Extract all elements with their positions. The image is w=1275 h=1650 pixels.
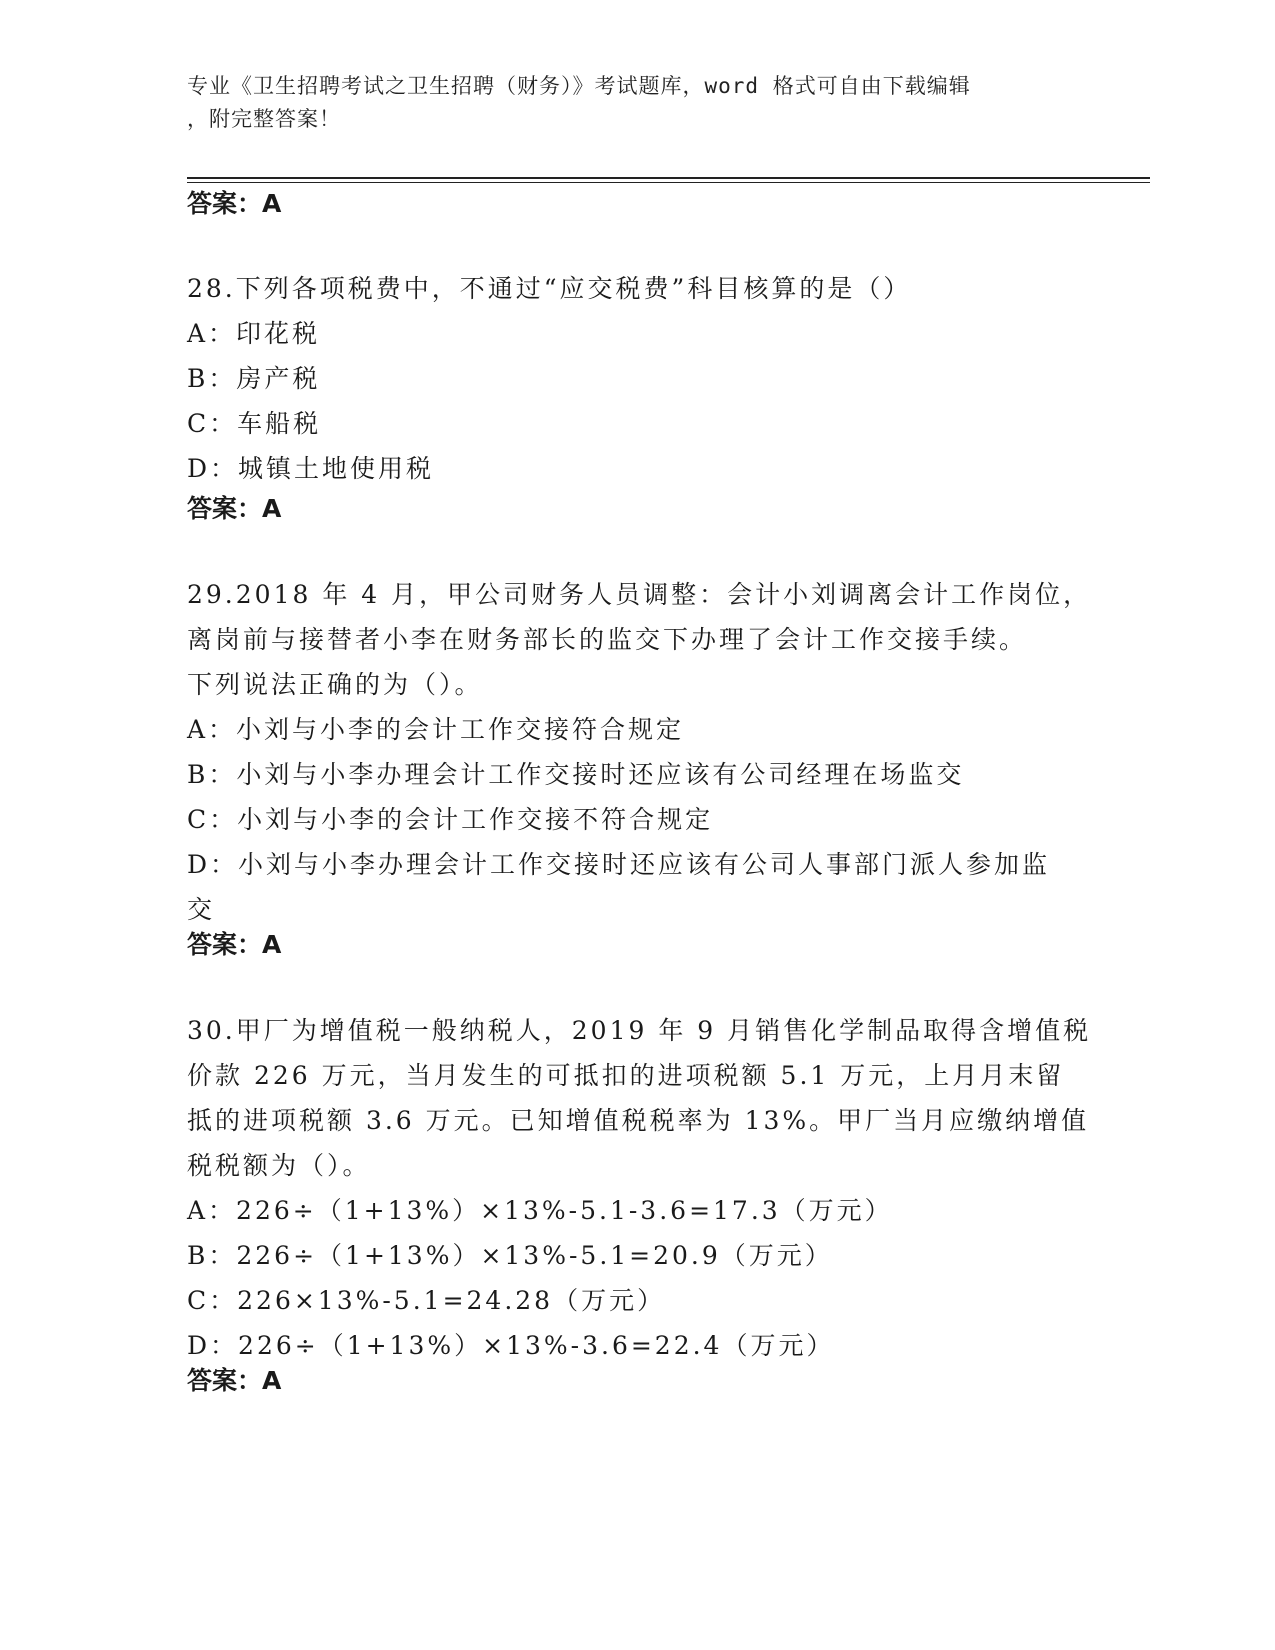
header-divider-thin — [187, 182, 1150, 183]
question-stem-line-1: 30.甲厂为增值税一般纳税人，2019 年 9 月销售化学制品取得含增值税 — [187, 1016, 1092, 1045]
option-d: D：城镇土地使用税 — [187, 454, 435, 483]
option-d: D：小刘与小李办理会计工作交接时还应该有公司人事部门派人参加监 — [187, 850, 1051, 879]
question-stem-line-3: 下列说法正确的为（）。 — [187, 670, 483, 699]
header-line-1: 专业《卫生招聘考试之卫生招聘（财务）》考试题库，word 格式可自由下载编辑 — [187, 74, 971, 98]
question-30 — [187, 1008, 1092, 1368]
option-b: B：226÷（1+13%）×13%-5.1=20.9（万元） — [187, 1241, 833, 1270]
option-d-continuation: 交 — [187, 895, 216, 924]
option-a: A：小刘与小李的会计工作交接符合规定 — [187, 715, 685, 744]
option-c: C：小刘与小李的会计工作交接不符合规定 — [187, 805, 714, 834]
question-stem-line-3: 抵的进项税额 3.6 万元。已知增值税税率为 13%。甲厂当月应缴纳增值 — [187, 1106, 1090, 1135]
question-stem: 28.下列各项税费中，不通过“应交税费”科目核算的是（） — [187, 274, 912, 303]
option-a: A：印花税 — [187, 319, 321, 348]
option-a: A：226÷（1+13%）×13%-5.1-3.6=17.3（万元） — [187, 1196, 893, 1225]
option-b: B：房产税 — [187, 364, 321, 393]
option-c: C：车船税 — [187, 409, 322, 438]
question-29 — [187, 572, 1092, 932]
previous-answer: 答案：A — [187, 189, 282, 218]
document-header — [187, 70, 1087, 136]
header-divider-thick — [187, 177, 1150, 179]
question-stem-line-4: 税税额为（）。 — [187, 1151, 371, 1180]
question-stem-line-2: 价款 226 万元，当月发生的可抵扣的进项税额 5.1 万元，上月月末留 — [187, 1061, 1065, 1090]
option-d: D：226÷（1+13%）×13%-3.6=22.4（万元） — [187, 1331, 835, 1360]
option-c: C：226×13%-5.1=24.28（万元） — [187, 1286, 666, 1315]
option-b: B：小刘与小李办理会计工作交接时还应该有公司经理在场监交 — [187, 760, 965, 789]
answer-30: 答案：A — [187, 1366, 282, 1395]
answer-28: 答案：A — [187, 494, 282, 523]
header-line-2: ，附完整答案！ — [187, 107, 341, 131]
question-stem-line-2: 离岗前与接替者小李在财务部长的监交下办理了会计工作交接手续。 — [187, 625, 1028, 654]
answer-29: 答案：A — [187, 930, 282, 959]
question-28 — [187, 266, 1087, 491]
question-stem-line-1: 29.2018 年 4 月，甲公司财务人员调整：会计小刘调离会计工作岗位， — [187, 580, 1092, 609]
